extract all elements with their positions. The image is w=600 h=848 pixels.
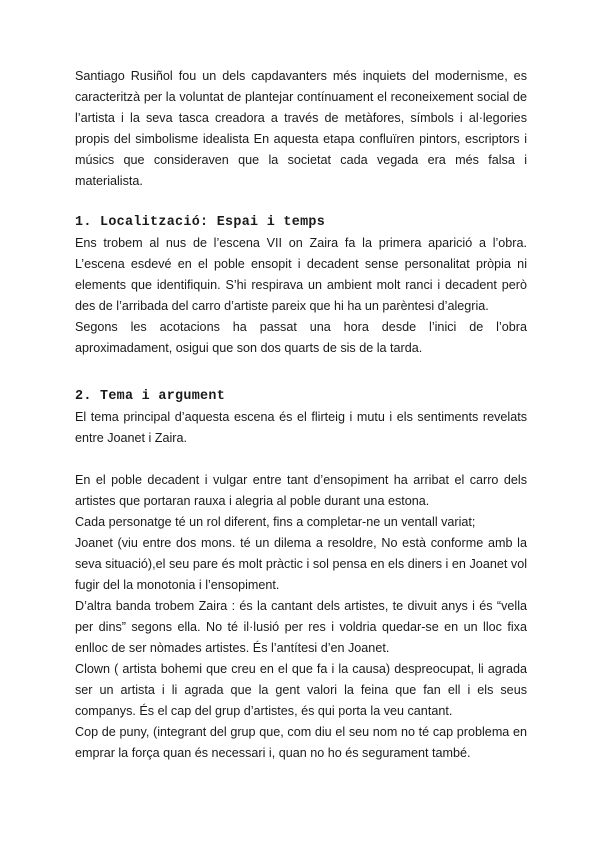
section2-paragraph: El tema principal d’aquesta escena és el flirteig i mutu i els sentiments revelats entre Joanet i Zaira. bbox=[75, 410, 527, 445]
spacer bbox=[75, 449, 527, 470]
section1-paragraph: Segons les acotacions ha passat una hora desde l’inici de l’obra aproximadament, osigui que son dos quarts de sis de la tarda. bbox=[75, 320, 527, 355]
section2-paragraph: En el poble decadent i vulgar entre tant d’ensopiment ha arribat el carro dels artistes que portaran rauxa i alegria al poble durant una estona. bbox=[75, 473, 527, 508]
section1-paragraph: Ens trobem al nus de l’escena VII on Zaira fa la primera aparició a l’obra. L’escena esdevé en el poble ensopit i decadent sense personalitat pròpia ni elements que identifiquin. S’hi respirava un ambient molt ranci i decadent però des de l’arribada del carro d’artiste pareix que hi ha un parèntesi d’alegria. bbox=[75, 236, 527, 313]
section2-paragraph: Joanet (viu entre dos mons. té un dilema a resoldre, No està conforme amb la seva situació),el seu pare és molt pràctic i sol pensa en els diners i en Joanet vol fugir del la monotonia i l’ensopiment. bbox=[75, 536, 527, 592]
section2-paragraph: Clown ( artista bohemi que creu en el que fa i la causa) despreocupat, li agrada ser un artista i li agrada que la gent valori la feina que fan ell i els seus companys. És el cap del grup d’artistes, és qui porta la veu cantant. bbox=[75, 662, 527, 718]
section2-paragraph: Cada personatge té un rol diferent, fins a completar-ne un ventall variat; bbox=[75, 515, 476, 529]
document-page bbox=[75, 66, 527, 764]
spacer bbox=[75, 359, 527, 380]
section-heading-tema: 2. Tema i argument bbox=[75, 389, 226, 404]
section2-paragraph: Cop de puny, (integrant del grup que, com diu el seu nom no té cap problema en emprar la força quan és necessari i, quan no ho és segurament també. bbox=[75, 725, 527, 760]
section2-paragraph: D’altra banda trobem Zaira : és la cantant dels artistes, te divuit anys i és “vella per dins” segons ella. No té il·lusió per res i voldria quedar-se en un lloc fixa enlloc de ser nòmades artistes. És l’antítesi d’en Joanet. bbox=[75, 599, 527, 655]
intro-paragraph: Santiago Rusiñol fou un dels capdavanters més inquiets del modernisme, es caracteritzà per la voluntat de plantejar contínuament el reconeixement social de l’artista i la seva tasca creadora a través de metàfores, símbols i al·legories propis del simbolisme idealista En aquesta etapa confluïren pintors, escriptors i músics que consideraven que la societat cada vegada era més falsa i materialista. bbox=[75, 69, 527, 188]
section-heading-localitzacio: 1. Localització: Espai i temps bbox=[75, 215, 326, 230]
